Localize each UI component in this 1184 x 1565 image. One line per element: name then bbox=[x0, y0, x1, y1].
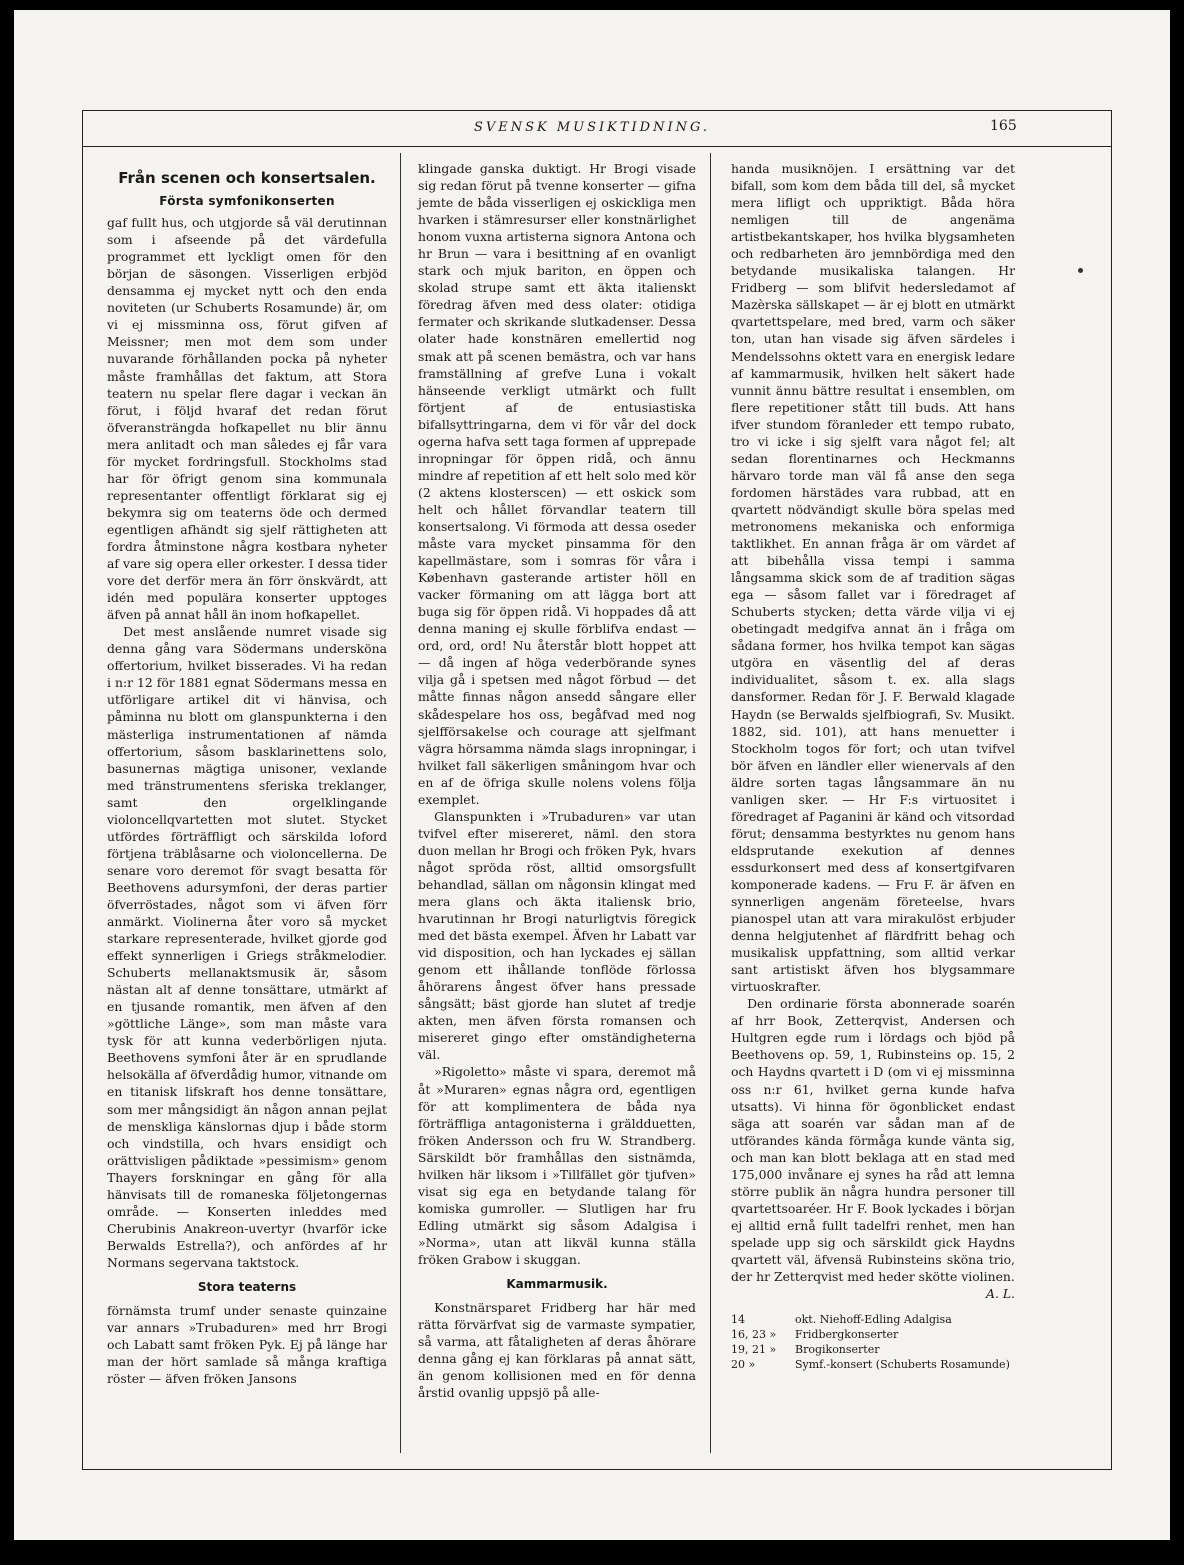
calendar-list bbox=[731, 1312, 1015, 1372]
article-title: Från scenen och konsertsalen. bbox=[118, 169, 376, 187]
calendar-entry: 20 » Symf.-konsert (Schuberts Rosamunde) bbox=[731, 1358, 1010, 1372]
column-2 bbox=[418, 160, 696, 1401]
calendar-entry: 19, 21 » Brogikonserter bbox=[731, 1343, 880, 1357]
paragraph: handa musiknöjen. I ersättning var det bifall, som kom dem båda till del, så mycket mera lifligt och uppriktigt. Båda höra nemligen till de angenäma artistbekantskaper, hos hvilka blygsamheten och redbarheten äro jemnbördiga med den betydande musikaliska talangen. Hr Fridberg — som blifvit hedersledamot af Mazèrska sällskapet — är ej blott en utmärkt qvartettspelare, med bred, varm och säker ton, utan han visade sig äfven särdeles i Mendelssohns oktett vara en energisk ledare af kammarmusik, hvilken helt säkert hade vunnit ännu bättre resultat i ensemblen, om flere repetitioner stått till buds. Att hans ifver stundom föranleder ett tempo rubato, tro vi icke i sig sjelft vara något fel; alt sedan florentinarnes och Heckmanns härvaro torde man väl få anse den sega fordomen härstädes vara rubbad, att en qvartett nödvändigt skulle böra spelas med metronomens mekaniska och enformiga taktlikhet. En annan fråga är om värdet af att bibehålla vissa tempi i samma långsamma skick som de af tradition sägas ega — såsom fallet var i föredraget af Schuberts stycken; detta värde vilja vi ej obetingadt medgifva annat än i fråga om sådana former, hos hvilka tempot kan sägas utgöra en väsentlig del af deras individualitet, såsom t. ex. alla slags dansformer. Redan för J. F. Berwald klagade Haydn (se Berwalds sjelfbiografi, Sv. Musikt. 1882, sid. 101), att hans menuetter i Stockholm togos för fort; och utan tvifvel bör äfven en ländler eller wienervals af den äldre sorten tagas långsammare än nu vanligen sker. — Hr F:s virtuositet i föredraget af Paganini är känd och vitsordad förut; densamma bestyrktes nu genom hans eldsprutande exekution af dennes essdurkonsert med dess af konsertgifvaren komponerade kadens. — Fru F. är äfven en synnerligen angenäm företeelse, hvars pianospel utan att vara mirakulöst erbjuder denna helgjutenhet af flärdfritt behag och musikalisk uppfattning, som alltid verkar sant artistiskt äfven hos blygsammare virtuoskrafter. bbox=[731, 161, 1015, 995]
calendar-entry: 14 okt. Niehoff-Edling Adalgisa bbox=[731, 1313, 952, 1327]
ink-spot bbox=[1078, 268, 1083, 273]
page-number: 165 bbox=[990, 118, 1017, 134]
section-heading-stora-teatern: Stora teaterns bbox=[197, 1280, 297, 1294]
column-divider-2 bbox=[710, 153, 711, 1453]
paragraph: »Rigoletto» måste vi spara, deremot må åt »Muraren» egnas några ord, egentligen för att komplimentera de båda nya förträffliga antagonisterna i gräldduetten, fröken Andersson och fru W. Strandberg. Särskildt bör framhållas den sistnämda, hvilken här liksom i »Tillfället gör tjufven» visat sig ega en betydande talang för komiska gumroller. — Slutligen har fru Edling utmärkt sig såsom Adalgisa i »Norma», utan att likväl kunna ställa fröken Grabow i skuggan. bbox=[418, 1064, 696, 1267]
section-heading-chamber-music: Kammarmusik. bbox=[506, 1277, 608, 1292]
header-rule bbox=[82, 146, 1112, 147]
paragraph: Glanspunkten i »Trubaduren» var utan tvifvel efter misereret, näml. den stora duon mellan hr Brogi och fröken Pyk, hvars något spröda röst, alltid omsorgsfullt behandlad, sällan om någonsin klingat med mera glans och äkta italiensk brio, hvarutinnan hr Brogi naturligtvis föregick med det bästa exempel. Äfven hr Labatt var vid disposition, och han lyckades ej sällan genom ett ihållande tonflöde förlossa åhörarens ångest öfver hans pressade sångsätt; bäst gjorde han slutet af tredje akten, men äfven första romansen och misereret gingo efter omständigheterna väl. bbox=[418, 808, 696, 1063]
paragraph: Det mest anslående numret visade sig denna gång vara Södermans underskönа offertorium, hvilket bisserades. Vi ha redan i n:r 12 för 1881 egnat Södermans messa en utförligare artikel dit vi hänvisa, och påminna nu blott om glanspunkterna i den mästerliga instrumentationen af nämda offertorium, såsom basklarinettens solo, basunernas mägtiga unisoner, vexlande med tränstrumentens sferiska treklanger, samt den orgelklingande violoncellqvartetten mot slutet. Stycket utfördes förträffligt och särskilda loford förtjena träblåsarne och violoncellerna. De senare voro deremot för svagt besatta för Beethovens adursymfoni, der deras partier öfverröstades, något som vi äfven förr anmärkt. Violinerna åter voro så mycket starkare representerade, hvilket gjorde god effekt synnerligen i Griegs stråkmelodier. Schuberts mellanaktsmusik är, såsom nästan alt af denne tonsättare, utmärkt af en tjusande romantik, men äfven af den »göttliche Länge», som man måste vara tysk för att kunna vederbörligen njuta. Beethovens symfoni åter är en sprudlande helsokälla af öfverdådig humor, vitnande om en titanisk lifskraft hos denne tonsättare, som mer mångsidigt än någon annan pejlat de menskliga känslornas djup i både storm och vindstilla, och hvars ensidigt och orättvisligen pådiktade »pessimism» genom Thayers forskningar en gång för alla hänvisats till de romaneska följetongernas område. — Konserten inleddes med Cherubinis Anakreon-uvertyr (hvarför icke Berwalds Estrella?), och anfördes af hr Normans segervana taktstock. bbox=[107, 624, 387, 1270]
column-3 bbox=[731, 160, 1015, 1372]
running-head: SVENSK MUSIKTIDNING. bbox=[473, 120, 711, 135]
calendar-entry: 16, 23 » Fridbergkonserter bbox=[731, 1328, 899, 1342]
section-heading-first-symphony: Första symfonikonserten bbox=[159, 194, 335, 209]
column-divider-1 bbox=[400, 153, 401, 1453]
paragraph: förnämsta trumf under senaste quinzaine var annars »Trubaduren» med hrr Brogi och Labatt samt fröken Pyk. Ej på länge har man der hört samlade så många kraftiga röster — äfven fröken Jansons bbox=[107, 1303, 387, 1387]
column-1 bbox=[107, 160, 387, 1387]
paragraph: gaf fullt hus, och utgjorde så väl derutinnan som i afseende på det värdefulla programmet ett lyckligt omen för den början de säsongen. Visserligen erbjöd densamma ej mycket nytt och den enda noviteten (ur Schuberts Rosamunde) är, om vi ej missminna oss, förut gifven af Meissner; men mot dem som under nuvarande förhållanden pocka på nyheter måste framhållas det faktum, att Stora teatern nu spelar flere dagar i veckan än förut, i följd hvaraf det redan förut öfveransträngda hofkapellet nu blir ännu mera anlitadt och man således ej får vara för mycket fordringsfull. Stockholms stad har för öfrigt genom sina kommunala representanter offentligt förklarat sig ej bekymra sig om teaterns öde och dermed egentligen afhändt sig sjelf rättigheten att fordra åtminstone några kostbara nyheter af vare sig opera eller orkester. I dessa tider vore det derför mera än förr önskvärdt, att idén med populära konserter upptoges äfven på annat håll än inom hofkapellet. bbox=[107, 215, 387, 623]
author-signature: A. L. bbox=[986, 1286, 1015, 1302]
paragraph: Den ordinarie första abonnerade soarén af hrr Book, Zetterqvist, Andersen och Hultgren egde rum i lördags och bjöd på Beethovens op. 59, 1, Rubinsteins op. 15, 2 och Haydns qvartett i D (om vi ej missminna oss n:r 61, hvilket gerna kunde hafva utsatts). Vi hinna för ögonblicket endast säga att soarén var sådan man af de utförandes kända förmåga kunde vänta sig, och man kan blott beklaga att en stad med 175,000 invånare ej synes ha råd att lemna större publik än några hundra personer till qvartettsoaréer. Hr F. Book lyckades i början ej alltid ernå fullt tadelfri renhet, men han spelade upp sig och särskildt gick Haydns qvartett väl, äfvensä Rubinsteins sköna trio, der hr Zetterqvist med heder skötte violinen. bbox=[731, 996, 1015, 1285]
paragraph: klingade ganska duktigt. Hr Brogi visade sig redan förut på tvenne konserter — gifna jemte de båda visserligen ej oskickliga men hvarken i stämresurser eller konstnärlighet honom vuxna artisterna signora Antona och hr Brun — vara i besittning af en ovanligt stark och mjuk bariton, en öppen och skolad strupe samt ett äkta italienskt föredrag äfven med dess olater: otidiga fermater och skrikande slutkadenser. Dessa olater hade konstnären emellertid nog smak att på scenen bemästra, och var hans framställning af grefve Luna i vokalt hänseende verkligt utmärkt och fullt förtjent af de entusiastiska bifallsyttringarna, dem vi för vår del dock ogerna hafva sett taga formen af upprepade inropningar för öppen ridå, och ännu mindre af repetition af ett helt solo med kör (2 aktens klosterscen) — ett oskick som helt och hållet förvandlar teatern till konsertsalong. Vi förmoda att dessa oseder måste vara mycket pinsamma för den kapellmästare, som i somras för våra i København gasterande artister höll en vacker förmaning om att lägga bort att buga sig för öppen ridå. Vi hoppades då att denna maning ej skulle förblifva endast — ord, ord, ord! Nu återstår blott hoppet att — då ingen af höga vederbörande synes vilja gå i spetsen med något förbud — det måtte finnas någon ansedd sångare eller skådespelare hos oss, begåfvad med nog sjelfförsakelse och courage att sjelfmant vägra hörsamma nämda slags inropningar, i hvilket fall säkerligen småningom hvar och en af de öfriga skulle nolens volens följa exemplet. bbox=[418, 161, 697, 807]
paragraph: Konstnärsparet Fridberg har här med rätta förvärfvat sig de varmaste sympatier, så varma, att fåtaligheten af deras åhörare denna gång ej kan förklaras på annat sätt, än genom kollisionen med en för denna årstid ovanlig uppsjö på alle- bbox=[418, 1300, 696, 1401]
